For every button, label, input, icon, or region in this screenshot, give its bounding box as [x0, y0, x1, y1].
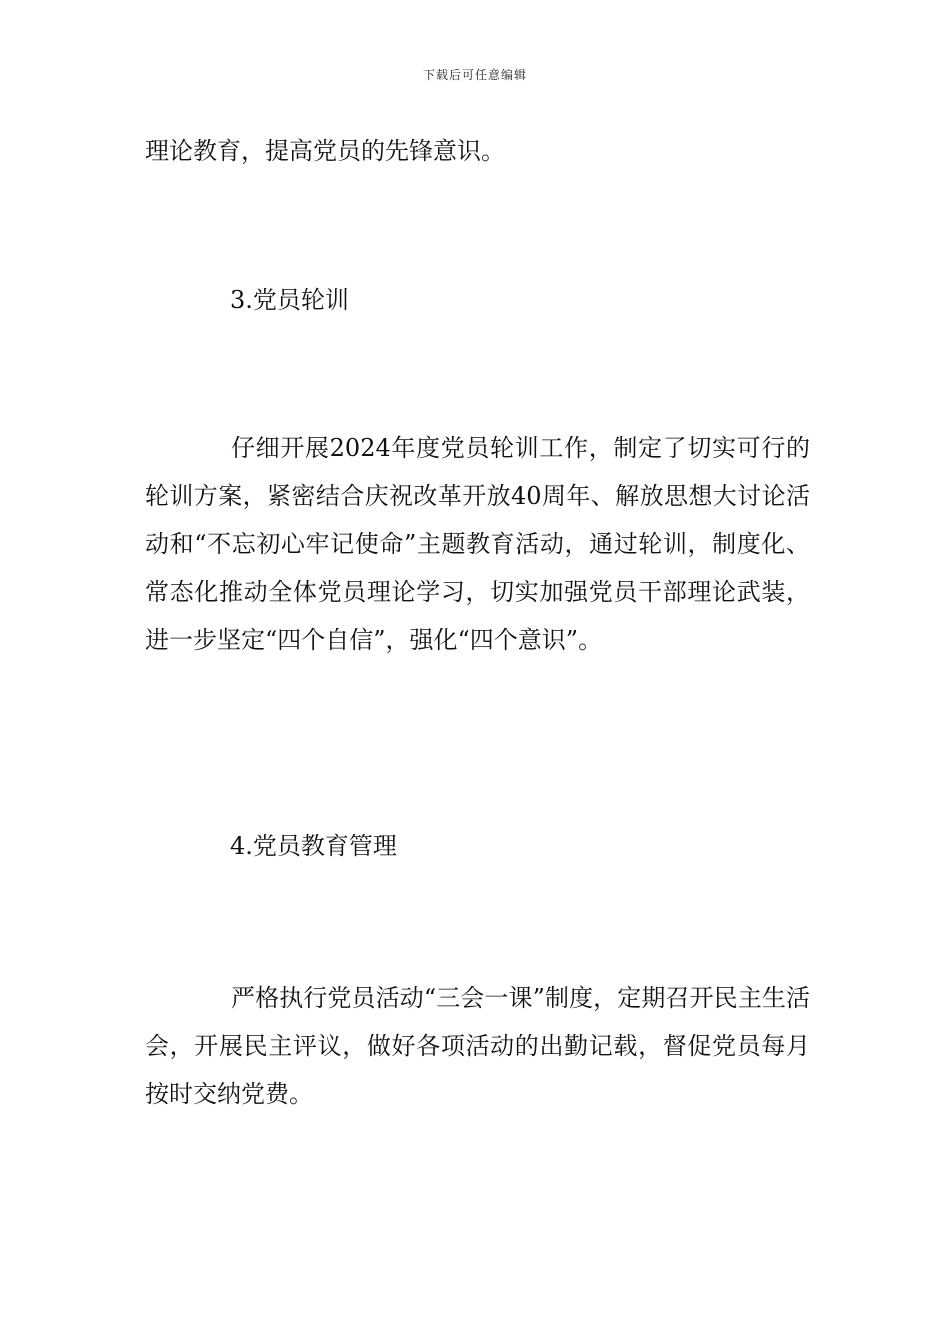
page-header-note: 下载后可任意编辑	[422, 68, 527, 82]
paragraph-education-management: 严格执行党员活动“三会一课”制度，定期召开民主生活会，开展民主评议，做好各项活动的出勤记载，督促党员每月按时交纳党费。	[145, 984, 810, 1108]
section-heading-education-management: 4.党员教育管理	[230, 832, 397, 860]
paragraph-party-member-training: 仔细开展2024年度党员轮训工作，制定了切实可行的轮训方案，紧密结合庆祝改革开放40周年、解放思想大讨论活动和“不忘初心牢记使命”主题教育活动，通过轮训，制度化、常态化推动全体党员理论学习，切实加强党员干部理论武装，进一步坚定“四个自信”，强化“四个意识”。	[145, 434, 810, 654]
section-heading-party-member-training: 3.党员轮训	[230, 286, 349, 314]
paragraph-theory-education: 理论教育，提高党员的先锋意识。	[145, 137, 505, 165]
